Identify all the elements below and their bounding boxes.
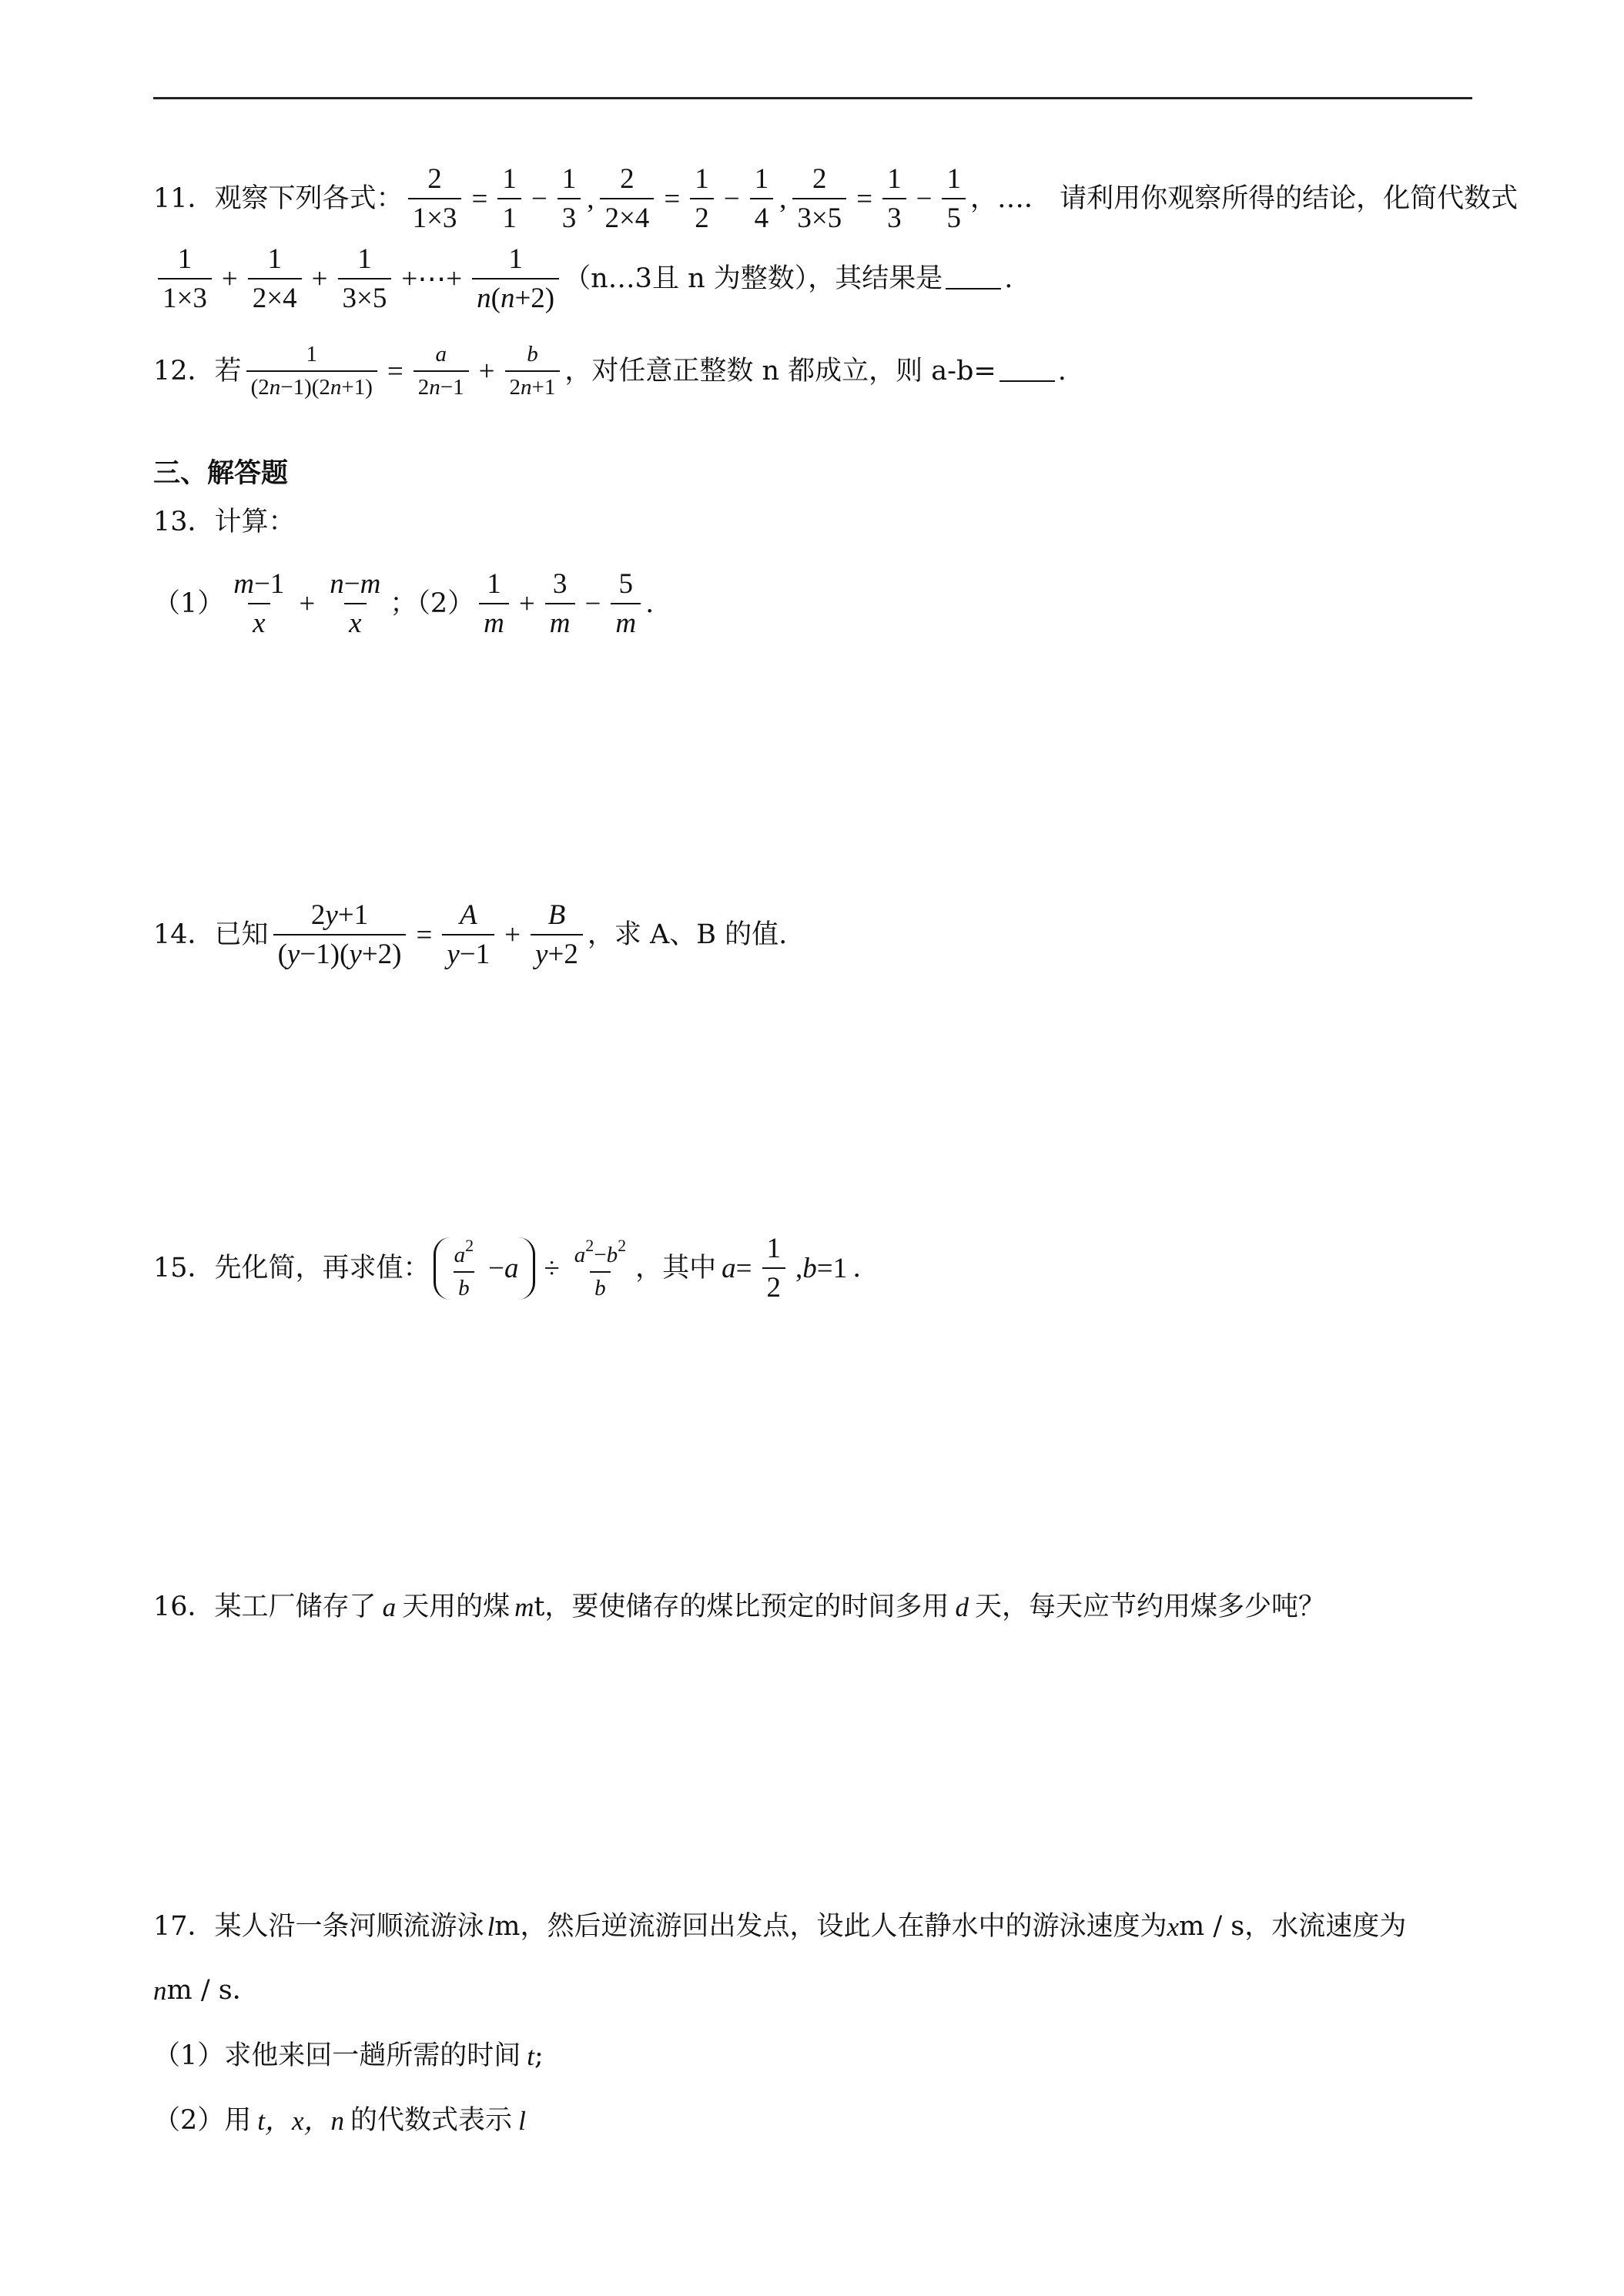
q15-line: 15． 先化简，再求值： $a^2$ b −a ÷ $\frac{a^2-b^2}{b}$ ，其中 a= $\frac{1}{2}$ ,b=1 . bbox=[153, 1233, 862, 1304]
q17-number: 17． bbox=[153, 1911, 215, 1942]
q14-intro: 已知 bbox=[214, 919, 269, 950]
q17-line1: 17． 某人沿一条河顺流游泳 l m，然后逆流游回出发点，设此人在静水中的游泳速度为 x m / s，水流速度为 bbox=[153, 1911, 1407, 1942]
fraction-general-term: $\frac{1}{n(n+2)}$ bbox=[472, 245, 559, 313]
q14-tail: ，求 A、B 的值. bbox=[587, 919, 788, 950]
q13-text: 计算： bbox=[214, 507, 296, 537]
section-title: 三、解答题 bbox=[153, 457, 289, 489]
fraction-2-over-1x3: $\frac{2}{1\times 3}$ bbox=[408, 165, 462, 233]
q11-number: 11． bbox=[153, 182, 215, 214]
q13-parts: （1） m−1 x + $\frac{n-m}{x}$ ；（2） 1 m + $\frac{3}{m}$ − $\frac{5}{m}$ . bbox=[153, 568, 655, 639]
q12-number: 12． bbox=[153, 355, 215, 387]
q12-line: 12． 若 $\frac{1}{(2n-1)(2n+1)}$ = $\frac{a}{2n-1}$ + $\frac{b}{2n+1}$ ，对任意正整数 n 都成立，则 a-b= . bbox=[153, 342, 1066, 400]
q14-number: 14． bbox=[153, 919, 215, 950]
q11-intro: 观察下列各式： bbox=[214, 182, 403, 214]
q11-condition: （n…3且 n 为整数），其结果是 bbox=[564, 263, 943, 294]
q11-answer-blank[interactable] bbox=[946, 268, 1001, 290]
q15-mid: ，其中 bbox=[635, 1252, 717, 1284]
q13-line bbox=[153, 509, 296, 536]
q15-number: 15． bbox=[153, 1252, 215, 1284]
fraction-2-over-2x4: $\frac{2}{2\times 4}$ bbox=[600, 165, 654, 233]
q16-number: 16． bbox=[153, 1591, 215, 1622]
q11-line1: 11． 观察下列各式： $\frac{2}{1\times 3}$ = $\frac{1}{1}$ − $\frac{1}{3}$ , $\frac{2}{2\times 4}$ = $\frac{1}{2}$ − $\frac{1}{4}$ , $\frac{2}{3\times 5}$ = $\frac{1}{3}$ − $\frac{1}{5}$ ，…． 请利用你观察所得的结论，化简代数式 bbox=[153, 163, 1519, 234]
fraction-2-over-3x5: $\frac{2}{3\times 5}$ bbox=[792, 165, 846, 233]
q17-sub2: （2）用 t，x，n 的代数式表示 l bbox=[153, 2105, 526, 2136]
q12-answer-blank[interactable] bbox=[1000, 360, 1055, 382]
q17-sub1: （1）求他来回一趟所需的时间 t ; bbox=[153, 2040, 544, 2071]
header-rule bbox=[153, 97, 1472, 99]
q15-intro: 先化简，再求值： bbox=[214, 1252, 430, 1284]
q12-tail: ，对任意正整数 n 都成立，则 a-b= bbox=[564, 355, 996, 387]
q13-number: 13． bbox=[153, 507, 215, 537]
q11-tail: ，…． 请利用你观察所得的结论，化简代数式 bbox=[969, 182, 1519, 214]
q14-line: 14． 已知 $\frac{2y+1}{(y-1)(y+2)}$ = $\frac{A}{y-1}$ + $\frac{B}{y+2}$ ，求 A、B 的值. bbox=[153, 899, 788, 970]
q16-line: 16． 某工厂储存了 a 天用的煤 m t，要使储存的煤比预定的时间多用 d 天，每天应节约用煤多少吨？ bbox=[153, 1591, 1325, 1622]
q12-intro: 若 bbox=[214, 355, 242, 387]
q11-line2: 1 1×3 + $\frac{1}{2\times 4}$ + $\frac{1}{3\times 5}$ +⋯+ $\frac{1}{n(n+2)}$ （n…3且 n 为整数），其结果是 . bbox=[153, 245, 1013, 313]
q17-line2: n m / s． bbox=[153, 1975, 260, 2006]
